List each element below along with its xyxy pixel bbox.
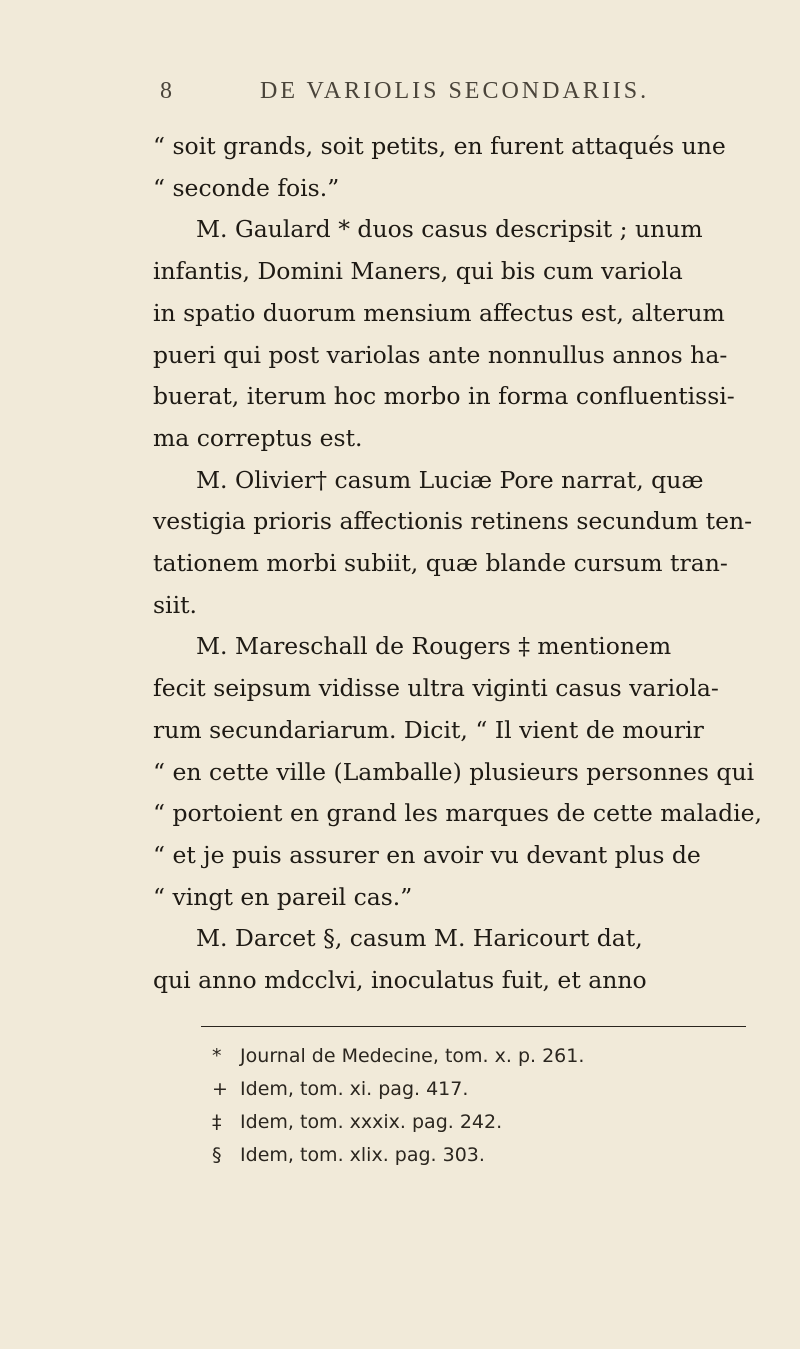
text-line: siit.	[153, 590, 198, 619]
footnote-text: Idem, tom. xi. pag. 417.	[240, 1078, 469, 1100]
footnote-mark: §	[212, 1144, 222, 1166]
page-number: 8	[160, 78, 175, 104]
footnote	[212, 1040, 752, 1073]
paragraph-start-line: M. Gaulard * duos casus descripsit ; unum	[196, 215, 703, 244]
footnote-mark: ‡	[212, 1111, 222, 1133]
text-line: ma correptus est.	[153, 423, 363, 452]
running-title: DE VARIOLIS SECONDARIIS.	[260, 78, 650, 104]
footnote-text: Idem, tom. xxxix. pag. 242.	[240, 1111, 503, 1133]
footnote	[212, 1139, 752, 1172]
footnote	[212, 1106, 752, 1139]
paragraph-start-line: M. Mareschall de Rougers ‡ mentionem	[196, 632, 672, 661]
text-line: “ et je puis assurer en avoir vu devant plus de	[153, 840, 701, 869]
text-line: “ portoient en grand les marques de cette maladie,	[153, 799, 763, 828]
footnote	[212, 1073, 752, 1106]
text-line: vestigia prioris affectionis retinens secundum ten-	[153, 507, 753, 536]
text-line: pueri qui post variolas ante nonnullus annos ha-	[153, 340, 728, 369]
footnote-text: Idem, tom. xlix. pag. 303.	[240, 1144, 485, 1166]
text-line: rum secundariarum. Dicit, “ Il vient de mourir	[153, 715, 704, 744]
paragraph-start-line: M. Olivier† casum Luciæ Pore narrat, quæ	[196, 465, 704, 494]
text-line: “ seconde fois.”	[153, 173, 340, 202]
text-line: buerat, iterum hoc morbo in forma confluentissi-	[153, 382, 735, 411]
footnote-rule	[201, 1026, 746, 1027]
text-line: “ soit grands, soit petits, en furent attaqués une	[153, 132, 726, 160]
text-line: “ vingt en pareil cas.”	[153, 882, 413, 911]
text-line: fecit seipsum vidisse ultra viginti casus variola-	[153, 674, 719, 703]
footnote-text: Journal de Medecine, tom. x. p. 261.	[240, 1045, 585, 1067]
footnotes	[212, 1040, 752, 1172]
footnote-mark: *	[212, 1045, 222, 1067]
text-line: qui anno mdcclvi, inoculatus fuit, et anno	[153, 966, 647, 995]
text-line: “ en cette ville (Lamballe) plusieurs personnes qui	[153, 757, 755, 786]
text-line: in spatio duorum mensium affectus est, alterum	[153, 298, 725, 327]
footnote-mark: +	[212, 1078, 228, 1100]
text-line: infantis, Domini Maners, qui bis cum variola	[153, 257, 683, 286]
paragraph-start-line: M. Darcet §, casum M. Haricourt dat,	[196, 924, 643, 953]
text-line: tationem morbi subiit, quæ blande cursum tran-	[153, 549, 728, 578]
body-text	[153, 126, 763, 1002]
